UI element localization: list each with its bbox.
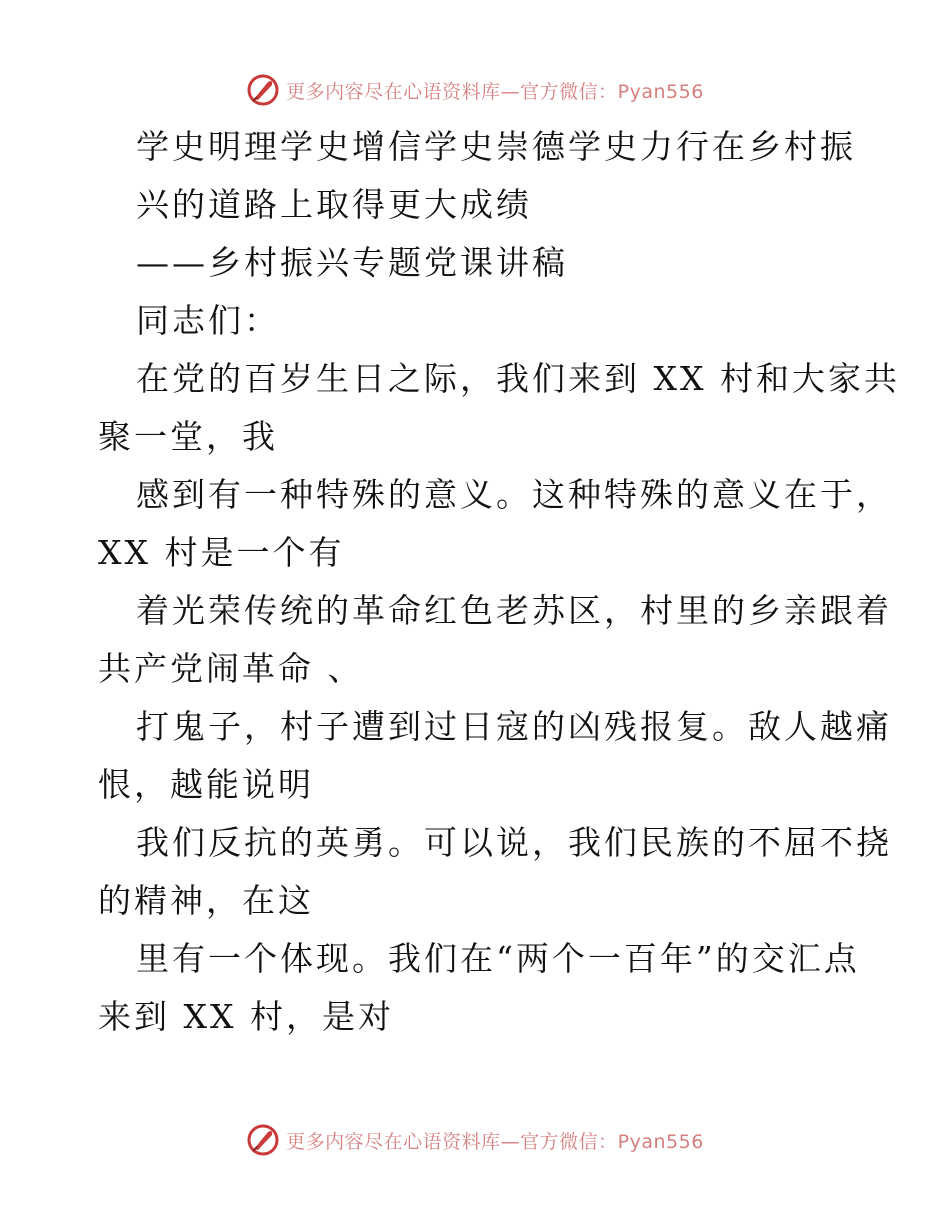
paragraph-line: 我们反抗的英勇。可以说，我们民族的不屈不挠: [136, 823, 892, 862]
salutation: 同志们：: [136, 301, 280, 340]
header-watermark-banner: [0, 70, 950, 110]
quill-logo-icon: [246, 1123, 280, 1157]
footer-watermark-banner: [0, 1120, 950, 1160]
document-subtitle: ——乡村振兴专题党课讲稿: [136, 243, 568, 282]
body-paragraph: [98, 350, 900, 1046]
document-title-line-1: 学史明理学史增信学史崇德学史力行在乡村振: [136, 127, 856, 166]
document-title-line-2: 兴的道路上取得更大成绩: [136, 185, 532, 224]
paragraph-line: 感到有一种特殊的意义。这种特殊的意义在于，: [136, 475, 892, 514]
paragraph-line: 里有一个体现。我们在“两个一百年”的交汇点: [136, 939, 860, 978]
paragraph-line: 共产党闹革命 、: [98, 649, 364, 688]
paragraph-line: 来到 XX 村，是对: [98, 997, 394, 1036]
paragraph-line: 聚一堂，我: [98, 417, 278, 456]
watermark-text: 更多内容尽在心语资料库—官方微信：Pyan556: [286, 1130, 704, 1153]
paragraph-line: 着光荣传统的革命红色老苏区，村里的乡亲跟着: [136, 591, 892, 630]
watermark-text: 更多内容尽在心语资料库—官方微信：Pyan556: [286, 80, 704, 103]
quill-logo-icon: [246, 73, 280, 107]
paragraph-line: XX 村是一个有: [98, 533, 345, 572]
paragraph-line: 在党的百岁生日之际，我们来到 XX 村和大家共: [136, 359, 900, 398]
document-body: [98, 118, 900, 1046]
paragraph-line: 的精神，在这: [98, 881, 314, 920]
paragraph-line: 打鬼子，村子遭到过日寇的凶残报复。敌人越痛: [136, 707, 892, 746]
paragraph-line: 恨，越能说明: [98, 765, 314, 804]
